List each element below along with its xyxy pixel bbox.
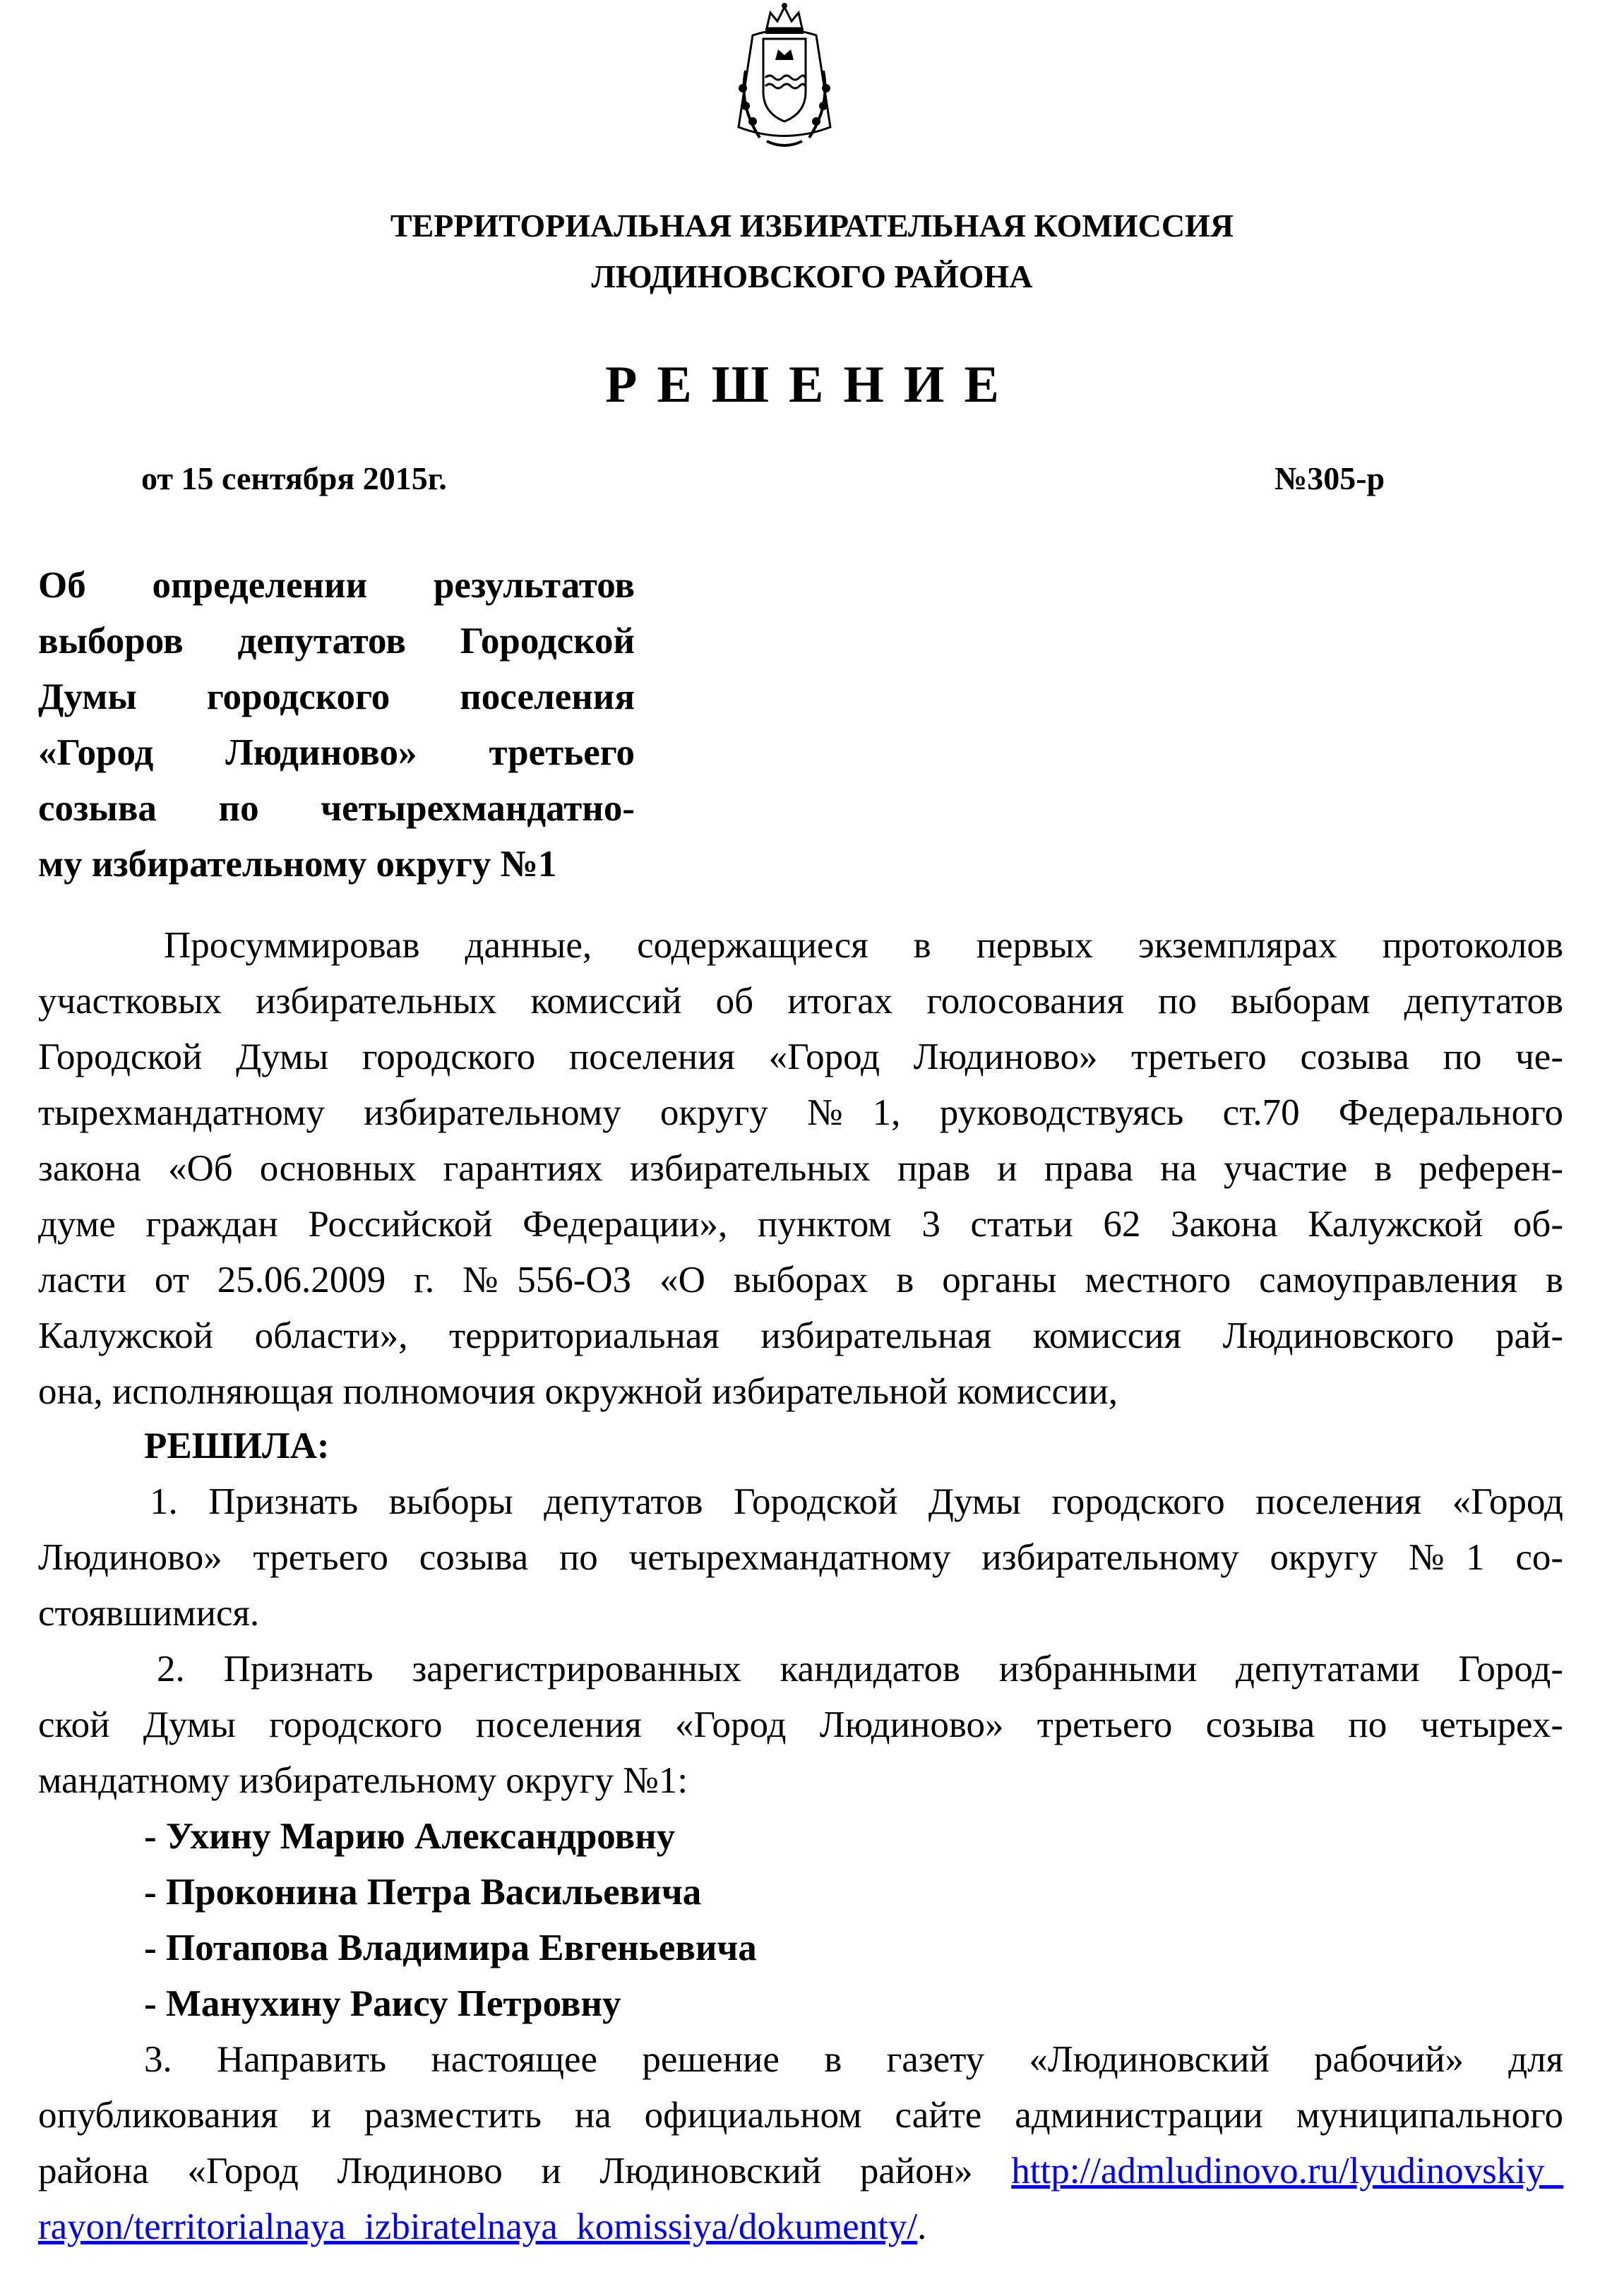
preamble-line: ласти от 25.06.2009 г. №556-ОЗ «О выборах в органы местного самоуправления в — [38, 1260, 1563, 1301]
document-title: РЕШЕНИЕ — [605, 356, 1019, 414]
subject-line: му избирательному округу №1 — [38, 844, 557, 885]
item3-line3-text: района «Город Людиново и Людиновский район» — [38, 2151, 973, 2192]
item3-line — [38, 2144, 1563, 2199]
organization-name-line2: ЛЮДИНОВСКОГО РАЙОНА — [591, 258, 1033, 294]
elected-list — [144, 1809, 757, 2032]
preamble-line: она, исполняющая полномочия окружной избирательной комиссии, — [38, 1371, 1118, 1412]
item1-line: стоявшимися. — [38, 1593, 260, 1634]
item2-line: 2. Признать зарегистрированных кандидатов избранными депутатами Город- — [157, 1649, 1563, 1690]
item3-line: опубликования и разместить на официальном сайте администрации муниципального — [38, 2095, 1563, 2136]
coat-of-arms-icon — [724, 0, 844, 152]
preamble-line: думе граждан Российской Федерации», пунктом 3 статьи 62 Закона Калужской об- — [38, 1204, 1563, 1245]
item3-trailing: . — [917, 2206, 927, 2247]
elected-candidate: - Ухину Марию Александровну — [144, 1816, 676, 1857]
preamble-paragraph — [38, 918, 1563, 1420]
item2-line: мандатному избирательному округу №1: — [38, 1760, 688, 1801]
preamble-line: Городской Думы городского поселения «Город Людиново» третьего созыва по че- — [38, 1036, 1563, 1077]
elected-candidate: - Манухину Раису Петровну — [144, 1983, 621, 2024]
item3-line: 3. Направить настоящее решение в газету «Людиновский рабочий» для — [144, 2039, 1563, 2080]
preamble-line: участковых избирательных комиссий об итогах голосования по выборам депутатов — [38, 981, 1563, 1022]
item2-paragraph — [38, 1642, 1563, 1809]
item3-line — [38, 2199, 1563, 2255]
organization-name-line1: ТЕРРИТОРИАЛЬНАЯ ИЗБИРАТЕЛЬНАЯ КОМИССИЯ — [390, 208, 1234, 244]
tik-website-link[interactable]: http://admludinovo.ru/lyudinovskiy_ — [1011, 2151, 1563, 2192]
item1-line: 1. Признать выборы депутатов Городской Думы городского поселения «Город — [150, 1481, 1563, 1522]
preamble-line: Калужской области», территориальная избирательная комиссия Людиновского рай- — [38, 1315, 1563, 1356]
subject-line: Думы городского поселения — [38, 676, 635, 717]
document-subject — [38, 558, 635, 892]
document-date: от 15 сентября 2015г. — [141, 460, 447, 496]
subject-line: Об определении результатов — [38, 565, 635, 606]
item1-line: Людиново» третьего созыва по четырехмандатному избирательному округу №1 со- — [38, 1537, 1563, 1578]
elected-candidate: - Проконина Петра Васильевича — [144, 1872, 702, 1913]
preamble-line: закона «Об основных гарантиях избирательных прав и права на участие в референ- — [38, 1148, 1563, 1189]
document-number: №305-р — [1274, 460, 1385, 496]
subject-line: созыва по четырехмандатно- — [38, 788, 635, 829]
tik-website-link-continued[interactable]: rayon/territorialnaya_izbiratelnaya_komissiya/dokumenty/ — [38, 2206, 918, 2247]
subject-line: выборов депутатов Городской — [38, 621, 635, 662]
preamble-line: Просуммировав данные, содержащиеся в первых экземплярах протоколов — [164, 925, 1563, 966]
decided-label: РЕШИЛА: — [144, 1425, 330, 1466]
item1-paragraph — [38, 1474, 1563, 1642]
preamble-line: тырехмандатному избирательному округу №1, руководствуясь ст.70 Федерального — [38, 1092, 1563, 1133]
subject-line: «Город Людиново» третьего — [38, 732, 635, 773]
elected-candidate: - Потапова Владимира Евгеньевича — [144, 1927, 757, 1968]
item2-line: ской Думы городского поселения «Город Людиново» третьего созыва по четырех- — [38, 1704, 1563, 1745]
item3-paragraph — [38, 2032, 1563, 2255]
